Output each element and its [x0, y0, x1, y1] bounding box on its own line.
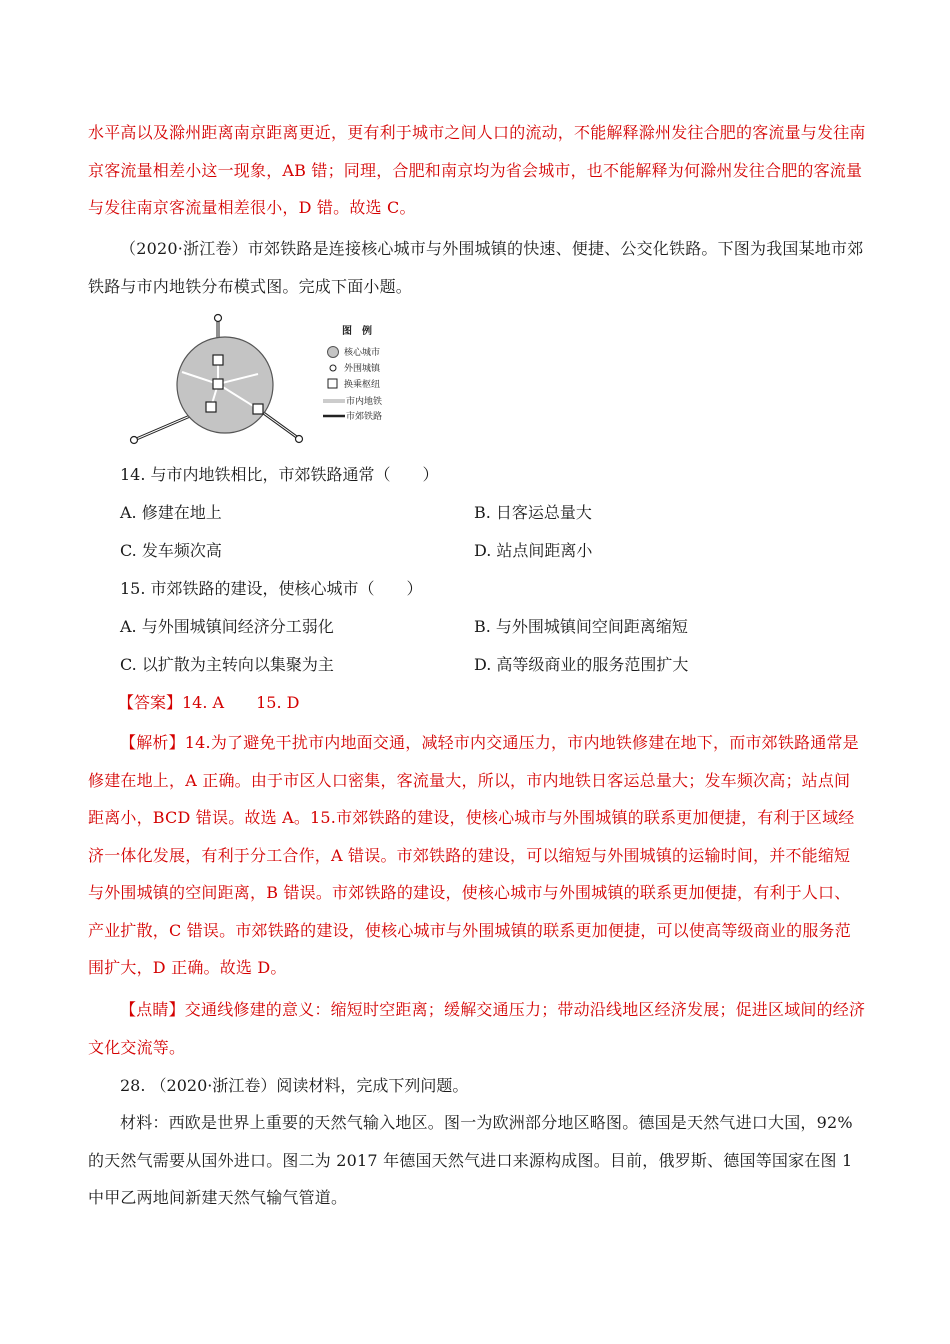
legend-transfer-hub-icon: [328, 379, 337, 388]
legend-core-city-icon: [328, 347, 339, 358]
legend-outer-town-icon: [330, 365, 336, 371]
question-15-stem: 15. 市郊铁路的建设，使核心城市（ ）: [120, 579, 423, 598]
transfer-hub-southeast: [253, 404, 263, 414]
legend-item-outer-town: 外围城镇: [344, 364, 381, 374]
answer-line: 【答案】14. A 15. D: [118, 693, 300, 712]
q15-option-b: B. 与外围城镇间空间距离缩短: [474, 617, 688, 636]
question-14-stem: 14. 与市内地铁相比，市郊铁路通常（ ）: [120, 465, 439, 484]
transfer-hub-north: [213, 355, 223, 365]
q15-option-a: A. 与外围城镇间经济分工弱化: [120, 617, 334, 636]
question-material: （2020·浙江卷）市郊铁路是连接核心城市与外围城镇的快速、便捷、公交化铁路。下图为我国某地市郊铁路与市内地铁分布模式图。完成下面小题。: [88, 239, 864, 296]
outer-town-southeast: [296, 436, 303, 443]
legend-item-transfer-hub: 换乘枢纽: [344, 380, 381, 390]
outer-town-north: [215, 315, 222, 322]
legend-item-metro: 市内地铁: [346, 397, 383, 407]
transfer-hub-center: [213, 379, 223, 389]
question-28-material: 材料：西欧是世界上重要的天然气输入地区。图一为欧洲部分地区略图。德国是天然气进口大国，92%的天然气需要从国外进口。图二为 2017 年德国天然气进口来源构成图。目前，俄罗斯、德国等国家在图 1 中甲乙两地间新建天然气输气管道。: [88, 1113, 853, 1207]
q15-option-c: C. 以扩散为主转向以集聚为主: [120, 655, 334, 674]
railway-diagram-svg: [118, 312, 408, 452]
transfer-hub-southwest: [206, 402, 216, 412]
q14-option-c: C. 发车频次高: [120, 541, 222, 560]
q14-option-b: B. 日客运总量大: [474, 503, 592, 522]
question-28-heading: 28. （2020·浙江卷）阅读材料，完成下列问题。: [120, 1076, 469, 1095]
analysis-text: 【解析】14.为了避免干扰市内地面交通，减轻市内交通压力，市内地铁修建在地下，而市郊铁路通常是修建在地上，A 正确。由于市区人口密集，客流量大，所以，市内地铁日客运总量大；发车频次高；站点间距离小，BCD 错误。故选 A。15.市郊铁路的建设，使核心城市与外围城镇的联系更加便捷，有利于区域经济一体化发展，有利于分工合作，A 错误。市郊铁路的建设，可以缩短与外围城镇的运输时间，并不能缩短与外围城镇的空间距离，B 错误。市郊铁路的建设，使核心城市与外围城镇的联系更加便捷，有利于人口、产业扩散，C 错误。市郊铁路的建设，使核心城市与外围城镇的联系更加便捷，可以使高等级商业的服务范围扩大，D 正确。故选 D。: [88, 733, 859, 977]
legend-title: 图 例: [342, 326, 372, 337]
tip-text: 【点睛】交通线修建的意义：缩短时空距离；缓解交通压力；带动沿线地区经济发展；促进区域间的经济文化交流等。: [88, 1000, 866, 1057]
q14-option-a: A. 修建在地上: [120, 503, 222, 522]
q15-option-d: D. 高等级商业的服务范围扩大: [474, 655, 689, 674]
core-city-area: [177, 337, 273, 433]
railway-diagram: [118, 312, 408, 452]
q14-option-d: D. 站点间距离小: [474, 541, 593, 560]
previous-analysis-text: 水平高以及滁州距离南京距离更近，更有利于城市之间人口的流动，不能解释滁州发往合肥的客流量与发往南京客流量相差小这一现象，AB 错；同理，合肥和南京均为省会城市，也不能解释为何滁州发往合肥的客流量与发往南京客流量相差很小，D 错。故选 C。: [88, 123, 866, 217]
legend-item-core-city: 核心城市: [344, 348, 381, 358]
outer-town-southwest: [131, 437, 138, 444]
legend-item-suburban-rail: 市郊铁路: [346, 412, 383, 422]
